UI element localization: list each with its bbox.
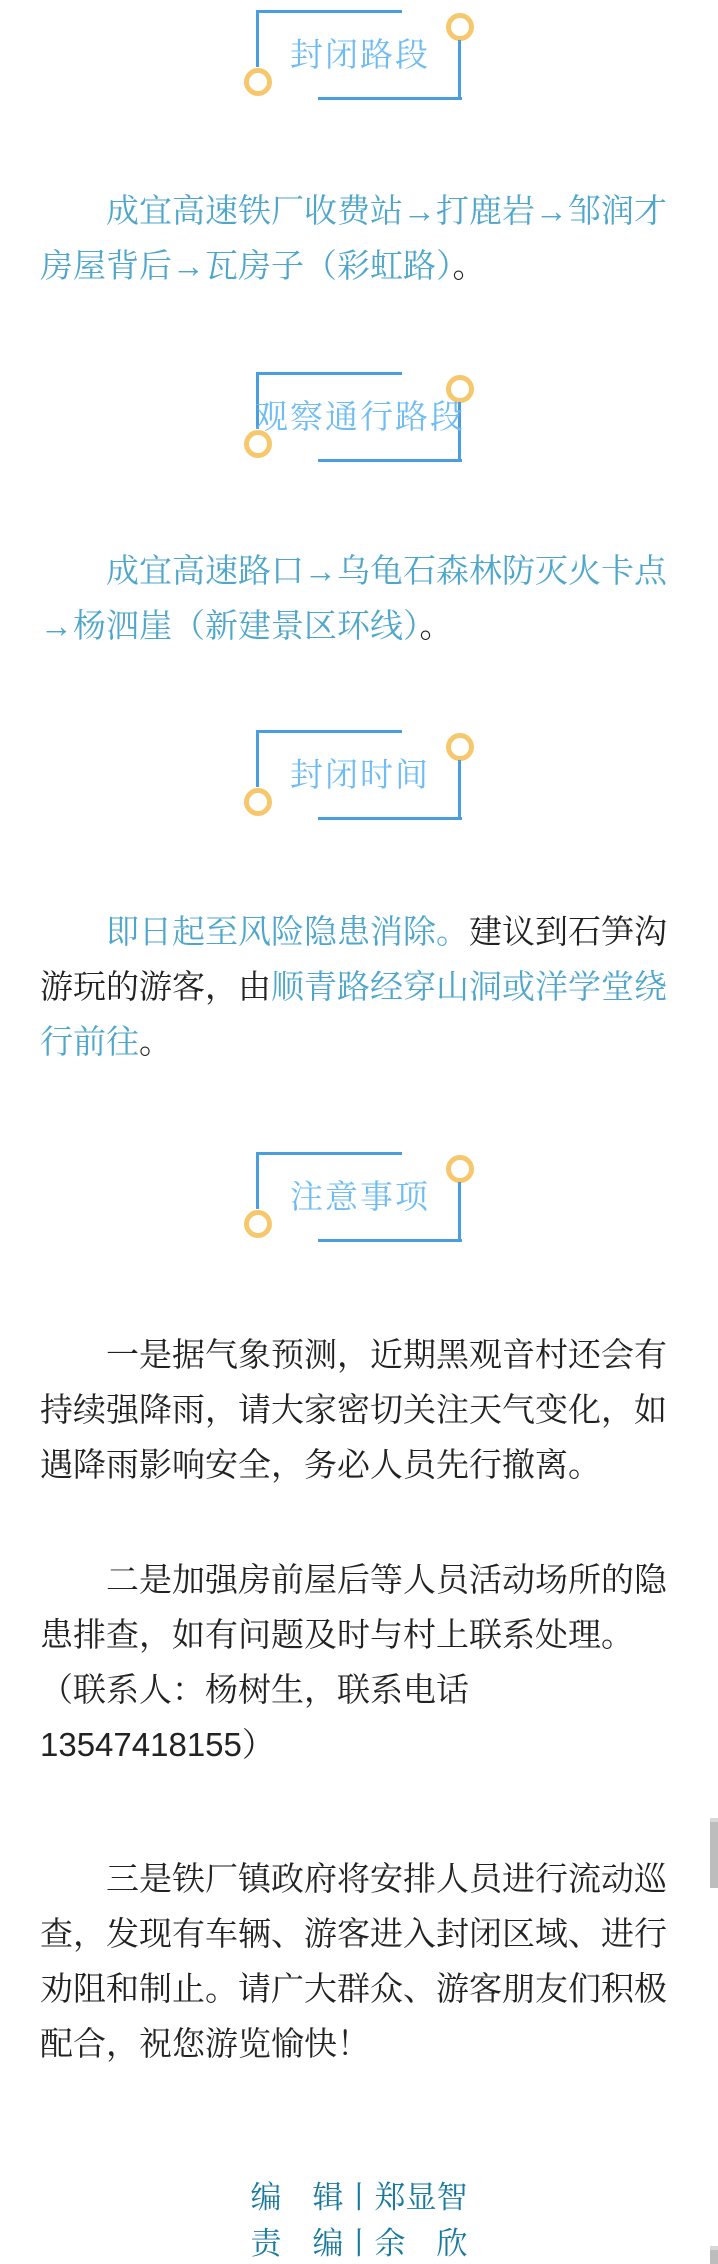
text-run: 。 — [452, 247, 486, 284]
scrollbar-thumb[interactable] — [710, 2246, 718, 2264]
text-run: 一是据气象预测，近期黑观音村还会有 — [40, 1336, 667, 1373]
text-line — [40, 183, 680, 238]
text-run: 劝阻和制止。请广大群众、游客朋友们积极 — [40, 1970, 667, 2007]
text-line — [40, 959, 680, 1014]
text-line — [40, 1014, 680, 1069]
bracket-bottom-line — [318, 459, 462, 462]
text-line — [40, 543, 680, 598]
text-line — [40, 1961, 680, 2016]
paragraph-closed-road-route — [40, 183, 680, 293]
text-run: 成宜高速铁厂收费站→打鹿岩→邹润才 — [40, 192, 667, 229]
text-line — [40, 1552, 680, 1607]
text-line — [40, 1717, 680, 1772]
bracket-top-line — [256, 1152, 402, 1155]
text-run: 游玩的游客，由 — [40, 968, 271, 1005]
bracket-bottom-line — [318, 97, 462, 100]
text-run: 二是加强房前屋后等人员活动场所的隐 — [40, 1561, 667, 1598]
text-run: （联系人：杨树生，联系电话 — [40, 1671, 469, 1708]
bracket-bottom-line — [318, 1239, 462, 1242]
text-line — [40, 1327, 680, 1382]
text-line — [40, 1906, 680, 1961]
text-run: 成宜高速路口→乌龟石森林防灭火卡点 — [40, 552, 667, 589]
text-run: 建议到石笋沟 — [469, 913, 667, 950]
bracket-top-line — [256, 372, 402, 375]
paragraph-observed-road-route — [40, 543, 680, 653]
text-line — [40, 1662, 680, 1717]
bracket-top-line — [256, 730, 402, 733]
text-run: 行前往 — [40, 1023, 139, 1060]
text-run: 患排查，如有问题及时与村上联系处理。 — [40, 1616, 634, 1653]
text-run: 持续强降雨，请大家密切关注天气变化，如 — [40, 1391, 667, 1428]
text-run: 查，发现有车辆、游客进入封闭区域、进行 — [40, 1915, 667, 1952]
text-line — [40, 1382, 680, 1437]
text-line — [40, 238, 680, 293]
section-header-closure-time — [244, 730, 476, 822]
section-title: 封闭路段 — [290, 36, 430, 73]
paragraph-note-three — [40, 1851, 680, 2071]
section-header-closed-roads — [244, 10, 476, 102]
text-run: 13547418155） — [40, 1726, 275, 1763]
text-run: 房屋背后→瓦房子（彩虹路） — [40, 247, 453, 284]
text-run: 配合，祝您游览愉快！ — [40, 2025, 370, 2062]
section-title: 观察通行路段 — [255, 398, 465, 435]
scrollbar-thumb-cap — [710, 1818, 718, 1822]
editor-credit: 编 辑丨郑显智 — [250, 2180, 468, 2215]
text-run: 即日起至风险隐患消除。 — [40, 913, 469, 950]
text-line — [40, 2016, 680, 2071]
duty-editor-credit: 责 编丨余 欣 — [250, 2226, 468, 2261]
bracket-top-line — [256, 10, 402, 13]
text-run: 遇降雨影响安全，务必人员先行撤离。 — [40, 1446, 601, 1483]
scrollbar-thumb[interactable] — [710, 1818, 718, 1888]
section-title: 封闭时间 — [290, 756, 430, 793]
bracket-bottom-line — [318, 817, 462, 820]
text-run: 。 — [139, 1023, 172, 1060]
text-line — [40, 904, 680, 959]
paragraph-note-one — [40, 1327, 680, 1492]
text-line — [40, 1607, 680, 1662]
text-run: →杨泗崖（新建景区环线） — [40, 607, 420, 644]
section-header-notes — [244, 1152, 476, 1244]
text-run: 三是铁厂镇政府将安排人员进行流动巡 — [40, 1860, 667, 1897]
paragraph-closure-time — [40, 904, 680, 1069]
section-title: 注意事项 — [290, 1178, 430, 1215]
paragraph-note-two — [40, 1552, 680, 1772]
text-line — [40, 1437, 680, 1492]
scrollbar-thumb-cap — [710, 2246, 718, 2250]
text-line — [40, 598, 680, 653]
text-line — [40, 1851, 680, 1906]
text-run: 。 — [419, 607, 453, 644]
text-run: 顺青路经穿山洞或洋学堂绕 — [271, 968, 667, 1005]
section-header-observed-roads — [244, 372, 476, 464]
